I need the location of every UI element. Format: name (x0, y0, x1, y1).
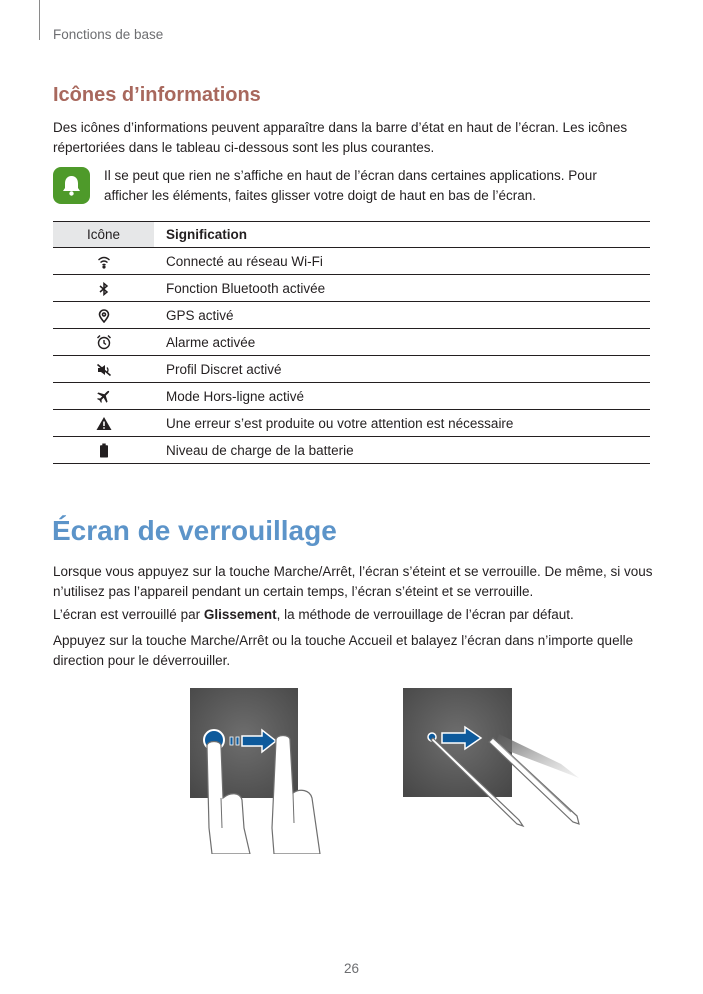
status-icons-table (53, 221, 650, 464)
table-header-meaning: Signification (154, 222, 650, 248)
table-header-row (53, 222, 650, 248)
table-row (53, 356, 650, 383)
table-row (53, 302, 650, 329)
running-header: Fonctions de base (53, 27, 164, 42)
warning-icon (96, 416, 112, 431)
row-meaning: Mode Hors-ligne activé (154, 383, 650, 410)
table-row (53, 248, 650, 275)
section-title-lock-screen: Écran de verrouillage (52, 515, 337, 546)
row-meaning: GPS activé (154, 302, 650, 329)
s-pen-swipe-illustration (403, 688, 583, 828)
info-icons-intro: Des icônes d’informations peuvent apparaître dans la barre d’état en haut de l’écran. Les icônes répertoriées dans le tableau ci-dessous sont les plus courantes. (53, 120, 628, 155)
swipe-method-name: Glissement (203, 607, 277, 622)
alarm-clock-icon (96, 334, 112, 350)
table-row (53, 437, 650, 464)
mute-icon (96, 363, 112, 377)
page-number: 26 (343, 961, 360, 976)
bell-icon (53, 167, 90, 204)
table-row (53, 410, 650, 437)
row-meaning: Niveau de charge de la batterie (154, 437, 650, 464)
table-row (53, 275, 650, 302)
margin-line (39, 0, 40, 40)
lock-screen-paragraph-1: Lorsque vous appuyez sur la touche Marche/Arrêt, l’écran s’éteint et se verrouille. De même, si vous n’utilisez pas l’appareil pendant un certain temps, l’écran s’éteint et se verrouille. (53, 564, 653, 599)
note-text: Il se peut que rien ne s’affiche en haut de l’écran dans certaines applications. Pour afficher les éléments, faites glisser votre doigt de haut en bas de l’écran. (104, 168, 597, 203)
row-meaning: Alarme activée (154, 329, 650, 356)
wifi-icon (97, 255, 111, 269)
section-title-info-icons: Icônes d’informations (53, 84, 261, 106)
table-row (53, 383, 650, 410)
finger-swipe-illustration (190, 688, 330, 854)
bluetooth-icon (98, 282, 110, 296)
lock-screen-paragraph-3: Appuyez sur la touche Marche/Arrêt ou la touche Accueil et balayez l’écran dans n’importe quelle direction pour le déverrouiller. (53, 633, 634, 668)
row-meaning: Fonction Bluetooth activée (154, 275, 650, 302)
table-row (53, 329, 650, 356)
airplane-icon (96, 388, 112, 404)
gps-pin-icon (98, 309, 110, 323)
table-header-icon: Icône (53, 222, 154, 248)
battery-icon (99, 443, 109, 458)
row-meaning: Une erreur s’est produite ou votre attention est nécessaire (154, 410, 650, 437)
row-meaning: Profil Discret activé (154, 356, 650, 383)
lock-screen-paragraph-2: L’écran est verrouillé par Glissement, la méthode de verrouillage de l’écran par défaut. (53, 607, 574, 622)
row-meaning: Connecté au réseau Wi-Fi (154, 248, 650, 275)
